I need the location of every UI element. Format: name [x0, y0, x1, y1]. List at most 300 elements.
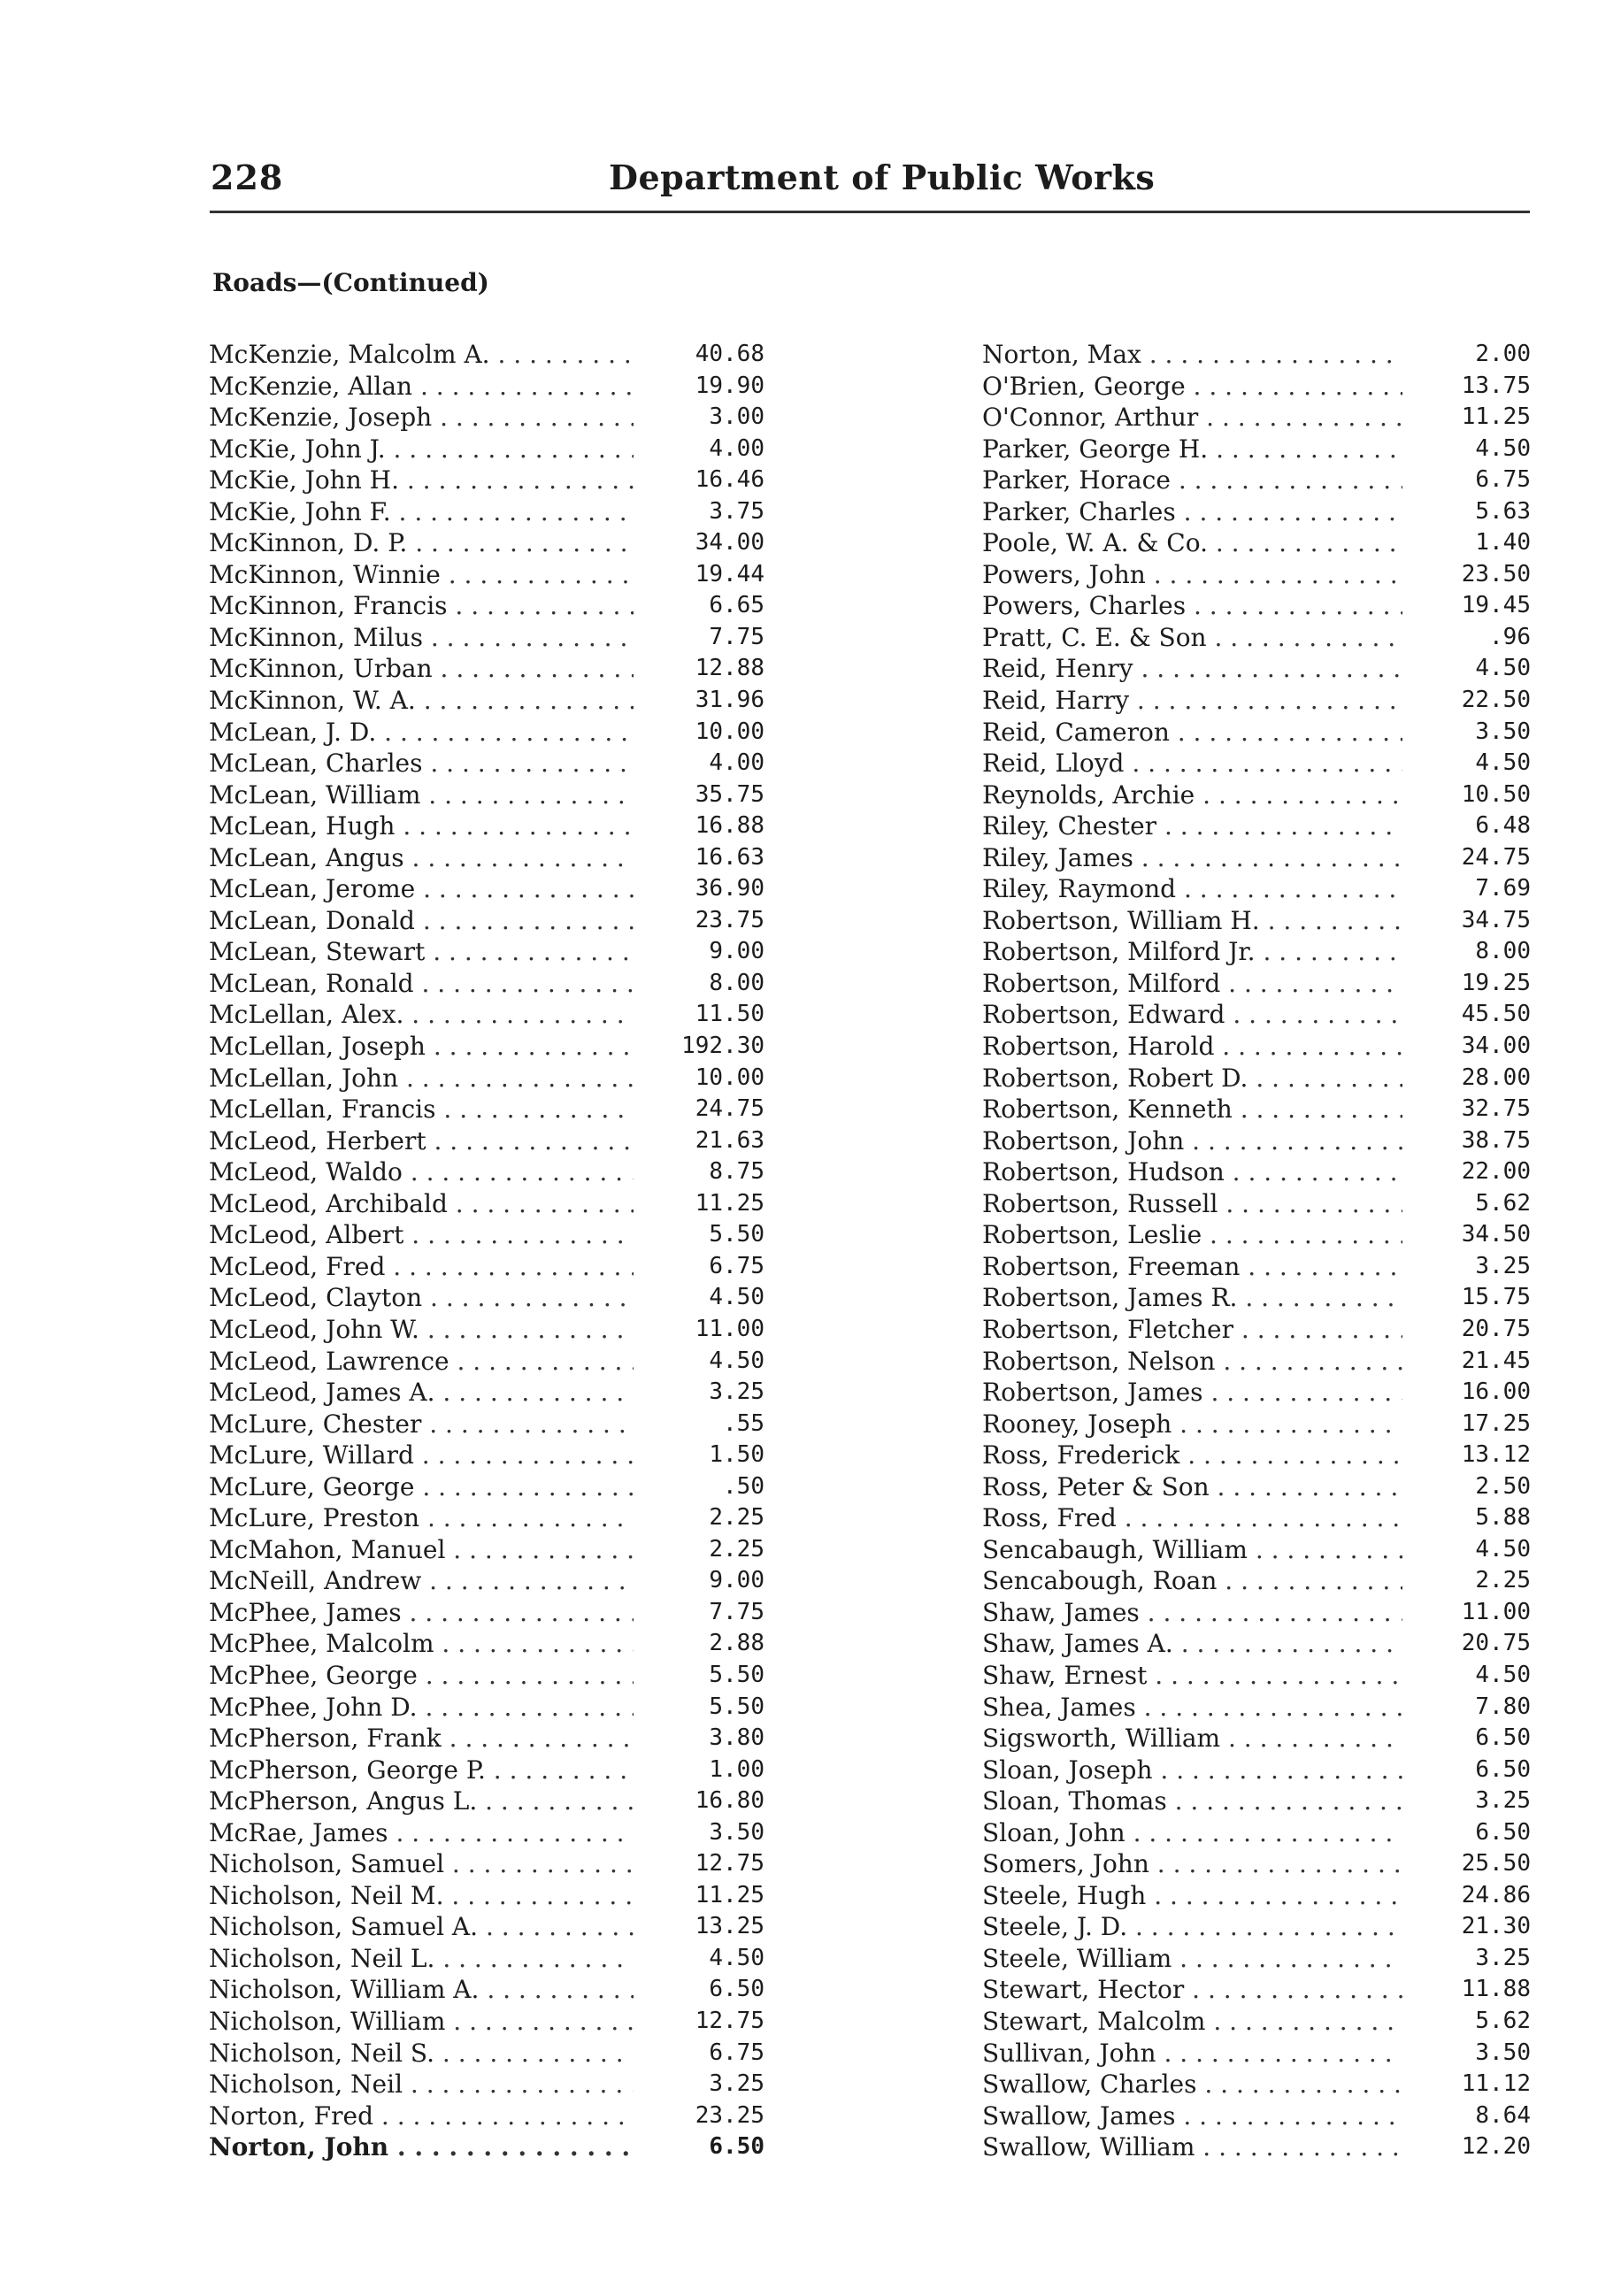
payee-name: McKinnon, Francis . . .: [209, 590, 634, 622]
list-item: [209, 2006, 764, 2038]
running-head-title: Department of Public Works: [609, 157, 1156, 197]
payment-amount: 22.00: [1456, 1156, 1531, 1188]
payee-name: McLeod, Fred . . .: [209, 1251, 634, 1283]
payment-amount: 192.30: [676, 1031, 764, 1063]
list-item: [982, 717, 1531, 749]
payment-amount: 11.25: [1456, 402, 1531, 434]
list-item: [209, 1660, 764, 1692]
list-item: [209, 999, 764, 1031]
payee-name: Robertson, Milford Jr. . . .: [982, 936, 1402, 968]
payment-amount: 3.50: [1470, 2038, 1531, 2069]
payee-name: Ross, Fred . . .: [982, 1502, 1402, 1534]
payment-amount: 8.64: [1470, 2100, 1531, 2132]
list-item: [209, 1911, 764, 1943]
payee-name: Reid, Cameron . . .: [982, 717, 1402, 749]
payment-amount: .96: [1484, 622, 1531, 654]
payment-amount: 20.75: [1456, 1314, 1531, 1346]
list-item: [982, 1346, 1531, 1378]
payee-name: McLeod, John W. . . .: [209, 1314, 634, 1346]
payment-amount: 12.88: [690, 653, 764, 685]
list-item: [209, 1723, 764, 1755]
payment-amount: 21.63: [690, 1125, 764, 1157]
list-item: [982, 2006, 1531, 2038]
list-item: [982, 496, 1531, 528]
payee-name: McMahon, Manuel . . .: [209, 1534, 634, 1566]
payee-name: McLure, George . . .: [209, 1471, 634, 1503]
list-item: [209, 1848, 764, 1880]
payee-name: Nicholson, Samuel A. . . .: [209, 1911, 634, 1943]
payee-name: McLeod, Herbert . . .: [209, 1125, 634, 1157]
payment-amount: 5.50: [703, 1660, 764, 1692]
list-item: [209, 1974, 764, 2006]
payment-amount: 40.68: [690, 339, 764, 371]
page-number: 228: [211, 157, 284, 197]
list-item: [982, 1125, 1531, 1157]
payee-name: Sloan, Thomas . . .: [982, 1785, 1402, 1817]
list-item: [209, 1628, 764, 1660]
list-item: [209, 1440, 764, 1471]
list-item: [209, 465, 764, 496]
payee-name: Sencabough, Roan . . .: [982, 1565, 1402, 1597]
list-item: [982, 1188, 1531, 1220]
payee-name: Norton, Max . . .: [982, 339, 1402, 371]
list-item: [209, 1219, 764, 1251]
list-item: [982, 999, 1531, 1031]
list-item: [982, 465, 1531, 496]
payment-amount: 19.90: [690, 371, 764, 403]
list-item: [209, 1377, 764, 1409]
list-item: [982, 1692, 1531, 1724]
payee-name: Pratt, C. E. & Son . . .: [982, 622, 1402, 654]
list-item: [982, 2038, 1531, 2069]
payee-name: McPhee, John D. . . .: [209, 1692, 634, 1724]
payment-amount: 20.75: [1456, 1628, 1531, 1660]
list-item: [982, 371, 1531, 403]
payment-amount: 6.50: [1470, 1723, 1531, 1755]
payment-amount: 1.00: [703, 1755, 764, 1786]
payment-amount: 5.62: [1470, 2006, 1531, 2038]
payee-name: Robertson, Milford . . .: [982, 968, 1402, 1000]
payee-name: Steele, Hugh . . .: [982, 1880, 1402, 1912]
payee-name: Sloan, Joseph . . .: [982, 1755, 1402, 1786]
payment-amount: 7.69: [1470, 873, 1531, 905]
payment-amount: 3.50: [703, 1817, 764, 1849]
payee-name: McNeill, Andrew . . .: [209, 1565, 634, 1597]
payment-amount: 38.75: [1456, 1125, 1531, 1157]
payee-name: Nicholson, Neil M. . . .: [209, 1880, 634, 1912]
payment-amount: .50: [718, 1471, 764, 1503]
payment-amount: 4.50: [1470, 1534, 1531, 1566]
payment-amount: 6.50: [1470, 1755, 1531, 1786]
list-item: [209, 1817, 764, 1849]
list-item: [982, 1282, 1531, 1314]
list-item: [209, 968, 764, 1000]
list-item: [982, 1723, 1531, 1755]
payee-name: McLellan, Joseph . . .: [209, 1031, 634, 1063]
list-item: [982, 1628, 1531, 1660]
payee-name: McKenzie, Malcolm A. . . .: [209, 339, 634, 371]
list-item: [209, 1031, 764, 1063]
payment-amount: 31.96: [690, 685, 764, 717]
payee-name: McPherson, Frank . . .: [209, 1723, 634, 1755]
payment-amount: 13.12: [1456, 1440, 1531, 1471]
payee-name: McLean, Donald . . .: [209, 905, 634, 937]
list-item: [209, 842, 764, 874]
list-item: [982, 622, 1531, 654]
list-item: [209, 590, 764, 622]
payee-name: Robertson, James R. . . .: [982, 1282, 1402, 1314]
payee-name: Nicholson, Neil L. . . .: [209, 1943, 634, 1975]
payee-name: Robertson, John . . .: [982, 1125, 1402, 1157]
payee-name: Nicholson, William . . .: [209, 2006, 634, 2038]
list-item: [209, 2038, 764, 2069]
list-item: [982, 1314, 1531, 1346]
payment-amount: 3.25: [703, 1377, 764, 1409]
payment-amount: 8.00: [703, 968, 764, 1000]
payee-name: Robertson, Robert D. . . .: [982, 1063, 1402, 1094]
payment-amount: 9.00: [703, 936, 764, 968]
payee-name: Parker, George H. . . .: [982, 434, 1402, 465]
payee-name: McLean, Ronald . . .: [209, 968, 634, 1000]
payee-name: McKinnon, D. P. . . .: [209, 527, 634, 559]
payment-amount: 10.00: [690, 717, 764, 749]
list-item: [982, 1597, 1531, 1629]
list-item: [209, 1597, 764, 1629]
list-item: [982, 1943, 1531, 1975]
payee-name: Robertson, Leslie . . .: [982, 1219, 1402, 1251]
payment-amount: .55: [718, 1409, 764, 1440]
payment-amount: 5.50: [703, 1219, 764, 1251]
payee-name: Stewart, Hector . . .: [982, 1974, 1402, 2006]
list-item: [982, 1565, 1531, 1597]
list-item: [982, 559, 1531, 591]
list-item: [209, 1251, 764, 1283]
list-item: [209, 434, 764, 465]
payee-name: McLean, Jerome . . .: [209, 873, 634, 905]
payment-amount: 11.50: [690, 999, 764, 1031]
payee-name: Shea, James . . .: [982, 1692, 1402, 1724]
list-item: [982, 1377, 1531, 1409]
payment-amount: 23.75: [690, 905, 764, 937]
payment-amount: 35.75: [690, 779, 764, 811]
list-item: [982, 1502, 1531, 1534]
list-item: [209, 1755, 764, 1786]
payment-amount: 4.50: [1470, 653, 1531, 685]
payment-amount: 10.50: [1456, 779, 1531, 811]
payment-amount: 1.40: [1470, 527, 1531, 559]
list-item: [982, 1219, 1531, 1251]
payment-amount: 2.00: [1470, 339, 1531, 371]
list-item: [209, 2100, 764, 2132]
payee-name: Nicholson, Neil . . .: [209, 2069, 634, 2100]
list-item: [982, 653, 1531, 685]
payment-amount: 3.25: [1470, 1943, 1531, 1975]
payment-amount: 5.62: [1470, 1188, 1531, 1220]
payment-amount: 8.00: [1470, 936, 1531, 968]
payment-amount: 10.00: [690, 1063, 764, 1094]
list-item: [982, 590, 1531, 622]
payee-name: McLeod, Albert . . .: [209, 1219, 634, 1251]
payment-amount: 21.30: [1456, 1911, 1531, 1943]
payment-amount: 34.00: [690, 527, 764, 559]
list-item: [209, 559, 764, 591]
payee-name: Ross, Frederick . . .: [982, 1440, 1402, 1471]
payee-name: Reid, Henry . . .: [982, 653, 1402, 685]
payee-name: McKenzie, Joseph . . .: [209, 402, 634, 434]
payee-name: Somers, John . . .: [982, 1848, 1402, 1880]
list-item: [982, 1755, 1531, 1786]
payment-amount: 16.63: [690, 842, 764, 874]
payment-amount: 13.75: [1456, 371, 1531, 403]
payee-name: Reynolds, Archie . . .: [982, 779, 1402, 811]
payee-name: McLure, Preston . . .: [209, 1502, 634, 1534]
payment-amount: 11.25: [690, 1880, 764, 1912]
list-item: [209, 1125, 764, 1157]
payment-amount: 23.25: [690, 2100, 764, 2132]
payment-amount: 2.88: [703, 1628, 764, 1660]
list-item: [982, 2100, 1531, 2132]
payee-name: McLellan, John . . .: [209, 1063, 634, 1094]
list-item: [209, 371, 764, 403]
payment-amount: 4.50: [703, 1282, 764, 1314]
payment-amount: 1.50: [703, 1440, 764, 1471]
payment-amount: 3.25: [1470, 1251, 1531, 1283]
payment-amount: 19.45: [1456, 590, 1531, 622]
list-item: [209, 1314, 764, 1346]
payee-name: McKinnon, W. A. . . .: [209, 685, 634, 717]
list-item: [209, 1346, 764, 1378]
payee-name: Reid, Lloyd . . .: [982, 748, 1402, 779]
payment-amount: 16.46: [690, 465, 764, 496]
payment-amount: 11.25: [690, 1188, 764, 1220]
list-item: [982, 339, 1531, 371]
payment-amount: 2.25: [1470, 1565, 1531, 1597]
list-item: [209, 1063, 764, 1094]
list-item: [982, 1785, 1531, 1817]
payee-name: Powers, Charles . . .: [982, 590, 1402, 622]
payment-amount: 17.25: [1456, 1409, 1531, 1440]
payee-name: Nicholson, Samuel . . .: [209, 1848, 634, 1880]
payment-amount: 6.50: [703, 2131, 764, 2163]
payee-name: McLeod, James A. . . .: [209, 1377, 634, 1409]
list-item: [982, 402, 1531, 434]
payee-name: McPhee, George . . .: [209, 1660, 634, 1692]
list-item: [209, 1502, 764, 1534]
payee-name: Sencabaugh, William . . .: [982, 1534, 1402, 1566]
payee-name: McLean, Hugh . . .: [209, 810, 634, 842]
payee-name: McKie, John F. . . .: [209, 496, 634, 528]
payee-name: Shaw, James A. . . .: [982, 1628, 1402, 1660]
payment-amount: 28.00: [1456, 1063, 1531, 1094]
payment-amount: 36.90: [690, 873, 764, 905]
list-item: [209, 905, 764, 937]
list-item: [982, 1660, 1531, 1692]
payment-amount: 6.50: [1470, 1817, 1531, 1849]
payment-amount: 16.80: [690, 1785, 764, 1817]
list-item: [982, 968, 1531, 1000]
list-item: [982, 748, 1531, 779]
payment-amount: 22.50: [1456, 685, 1531, 717]
payment-amount: 3.25: [1470, 1785, 1531, 1817]
payee-name: McRae, James . . .: [209, 1817, 634, 1849]
payee-name: Robertson, Freeman . . .: [982, 1251, 1402, 1283]
payment-amount: 12.20: [1456, 2131, 1531, 2163]
payee-name: O'Brien, George . . .: [982, 371, 1402, 403]
payment-amount: 7.80: [1470, 1692, 1531, 1724]
payee-name: McPherson, George P. . . .: [209, 1755, 634, 1786]
payee-name: Norton, Fred . . .: [209, 2100, 634, 2132]
payee-name: McLean, William . . .: [209, 779, 634, 811]
list-item: [982, 2069, 1531, 2100]
payee-name: Shaw, Ernest . . .: [982, 1660, 1402, 1692]
list-item: [209, 496, 764, 528]
payee-name: Robertson, Kenneth . . .: [982, 1094, 1402, 1125]
list-item: [209, 936, 764, 968]
section-heading: Roads—(Continued): [212, 268, 489, 297]
right-column: [982, 339, 1531, 2163]
payee-name: Parker, Horace . . .: [982, 465, 1402, 496]
payee-name: McKinnon, Milus . . .: [209, 622, 634, 654]
payee-name: McLellan, Francis . . .: [209, 1094, 634, 1125]
payee-name: McPhee, James . . .: [209, 1597, 634, 1629]
list-item: [209, 1156, 764, 1188]
payee-name: McPhee, Malcolm . . .: [209, 1628, 634, 1660]
payment-amount: 24.75: [690, 1094, 764, 1125]
list-item: [982, 873, 1531, 905]
list-item: [209, 1409, 764, 1440]
payee-name: McKinnon, Winnie . . .: [209, 559, 634, 591]
payee-name: McLean, Stewart . . .: [209, 936, 634, 968]
payee-name: Stewart, Malcolm . . .: [982, 2006, 1402, 2038]
payee-name: McLure, Willard . . .: [209, 1440, 634, 1471]
payment-amount: 6.65: [703, 590, 764, 622]
payment-amount: 3.00: [703, 402, 764, 434]
payee-name: Parker, Charles . . .: [982, 496, 1402, 528]
list-item: [209, 2131, 764, 2163]
payment-amount: 11.00: [1456, 1597, 1531, 1629]
payee-name: Norton, John . . .: [209, 2131, 634, 2163]
payee-name: Robertson, Russell . . .: [982, 1188, 1402, 1220]
list-item: [982, 1409, 1531, 1440]
payment-amount: 19.44: [690, 559, 764, 591]
payment-amount: 8.75: [703, 1156, 764, 1188]
list-item: [982, 1880, 1531, 1912]
payment-amount: 2.25: [703, 1534, 764, 1566]
payment-amount: 5.50: [703, 1692, 764, 1724]
list-item: [982, 842, 1531, 874]
list-item: [982, 1440, 1531, 1471]
payment-amount: 15.75: [1456, 1282, 1531, 1314]
payment-amount: 4.50: [1470, 748, 1531, 779]
payee-name: McLean, J. D. . . .: [209, 717, 634, 749]
list-item: [209, 1943, 764, 1975]
list-item: [209, 1188, 764, 1220]
payment-amount: 9.00: [703, 1565, 764, 1597]
payee-name: Robertson, James . . .: [982, 1377, 1402, 1409]
list-item: [982, 1063, 1531, 1094]
payment-amount: 32.75: [1456, 1094, 1531, 1125]
payment-amount: 6.75: [1470, 465, 1531, 496]
list-item: [209, 685, 764, 717]
payee-name: Robertson, Harold . . .: [982, 1031, 1402, 1063]
list-item: [982, 2131, 1531, 2163]
list-item: [209, 717, 764, 749]
list-item: [982, 1156, 1531, 1188]
payee-name: McKenzie, Allan . . .: [209, 371, 634, 403]
payment-amount: 24.86: [1456, 1880, 1531, 1912]
payment-amount: 12.75: [690, 2006, 764, 2038]
list-item: [982, 1911, 1531, 1943]
list-item: [982, 810, 1531, 842]
payment-amount: 4.50: [1470, 434, 1531, 465]
payment-amount: 34.00: [1456, 1031, 1531, 1063]
list-item: [209, 873, 764, 905]
payee-name: Swallow, William . . .: [982, 2131, 1402, 2163]
list-item: [209, 339, 764, 371]
payee-name: McLeod, Archibald . . .: [209, 1188, 634, 1220]
list-item: [209, 1534, 764, 1566]
list-item: [982, 1471, 1531, 1503]
payment-amount: 3.25: [703, 2069, 764, 2100]
payee-name: McPherson, Angus L. . . .: [209, 1785, 634, 1817]
list-item: [982, 1848, 1531, 1880]
list-item: [209, 1094, 764, 1125]
payee-name: Nicholson, Neil S. . . .: [209, 2038, 634, 2069]
list-item: [982, 905, 1531, 937]
list-item: [982, 1251, 1531, 1283]
payee-name: Ross, Peter & Son . . .: [982, 1471, 1402, 1503]
payment-amount: 24.75: [1456, 842, 1531, 874]
payee-name: Poole, W. A. & Co. . . .: [982, 527, 1402, 559]
payment-amount: 6.75: [703, 2038, 764, 2069]
payee-name: McLeod, Lawrence . . .: [209, 1346, 634, 1378]
list-item: [982, 1031, 1531, 1063]
list-item: [209, 622, 764, 654]
payment-amount: 3.80: [703, 1723, 764, 1755]
payment-amount: 5.63: [1470, 496, 1531, 528]
list-item: [982, 779, 1531, 811]
payee-name: McLure, Chester . . .: [209, 1409, 634, 1440]
payee-name: McKie, John H. . . .: [209, 465, 634, 496]
payment-amount: 7.75: [703, 622, 764, 654]
payment-amount: 7.75: [703, 1597, 764, 1629]
payee-name: Robertson, William H. . . .: [982, 905, 1402, 937]
payee-name: McLean, Angus . . .: [209, 842, 634, 874]
payee-name: Swallow, James . . .: [982, 2100, 1402, 2132]
payee-name: Riley, Chester . . .: [982, 810, 1402, 842]
payee-name: McLeod, Clayton . . .: [209, 1282, 634, 1314]
payment-amount: 25.50: [1456, 1848, 1531, 1880]
payee-name: Steele, William . . .: [982, 1943, 1402, 1975]
payment-amount: 16.88: [690, 810, 764, 842]
payee-name: Swallow, Charles . . .: [982, 2069, 1402, 2100]
payment-amount: 11.00: [690, 1314, 764, 1346]
payee-name: Robertson, Fletcher . . .: [982, 1314, 1402, 1346]
list-item: [982, 685, 1531, 717]
list-item: [209, 1282, 764, 1314]
payee-name: Reid, Harry . . .: [982, 685, 1402, 717]
payee-name: McLeod, Waldo . . .: [209, 1156, 634, 1188]
list-item: [209, 653, 764, 685]
payee-name: O'Connor, Arthur . . .: [982, 402, 1402, 434]
payment-amount: 34.50: [1456, 1219, 1531, 1251]
payment-amount: 11.12: [1456, 2069, 1531, 2100]
payee-name: Sigsworth, William . . .: [982, 1723, 1402, 1755]
payment-amount: 4.50: [1470, 1660, 1531, 1692]
list-item: [982, 527, 1531, 559]
payment-amount: 4.00: [703, 434, 764, 465]
payee-name: Nicholson, William A. . . .: [209, 1974, 634, 2006]
